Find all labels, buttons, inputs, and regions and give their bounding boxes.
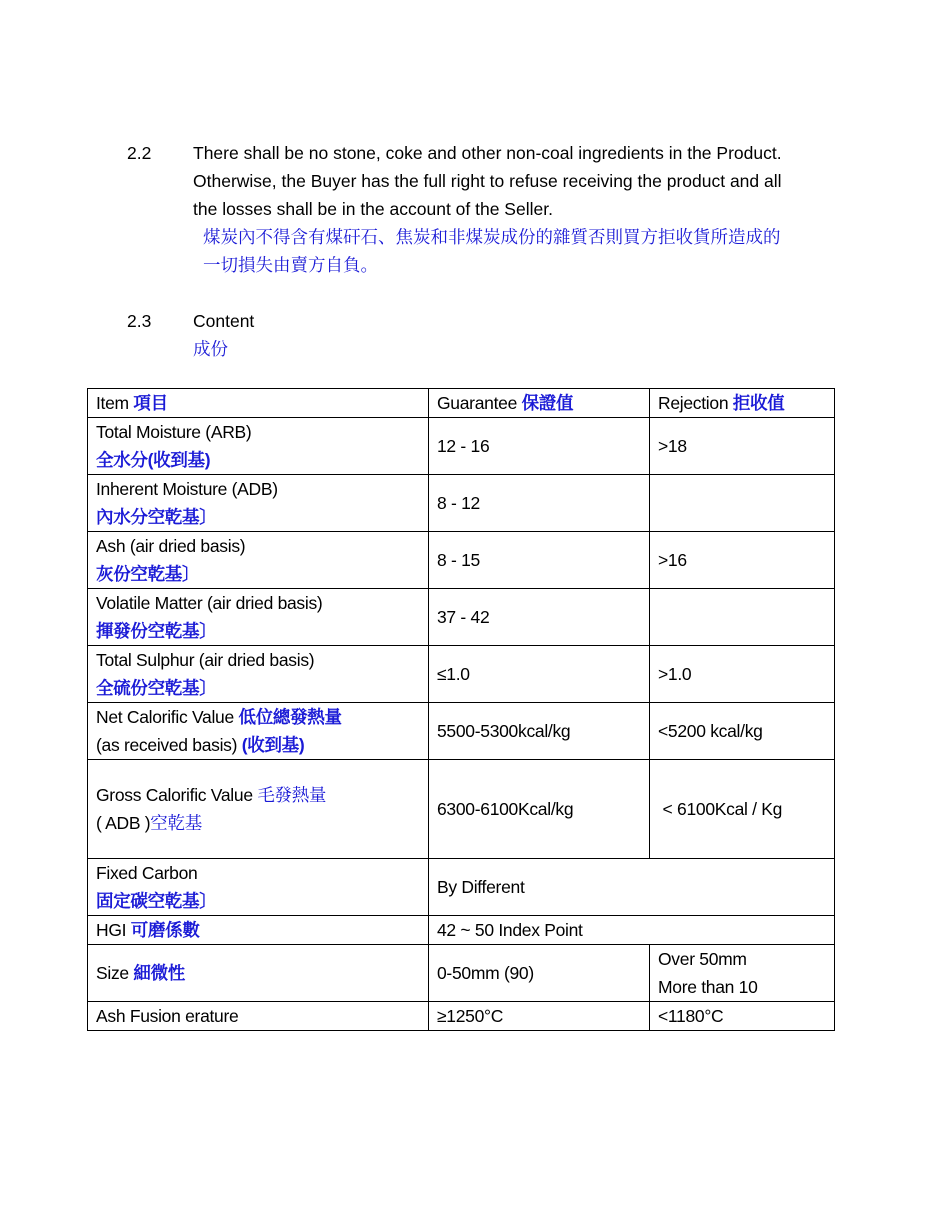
item-cell: Ash (air dried basis) 灰份空乾基〕 — [88, 532, 429, 589]
item-cell: Inherent Moisture (ADB) 內水分空乾基〕 — [88, 475, 429, 532]
guarantee-cell: 6300-6100Kcal/kg — [429, 760, 650, 859]
guarantee-cell: 37 - 42 — [429, 589, 650, 646]
table-row — [88, 646, 835, 703]
item-cell: Fixed Carbon 固定碳空乾基〕 — [88, 859, 429, 916]
section-2-3-title-cn: 成份 — [193, 339, 228, 359]
guarantee-cell: 12 - 16 — [429, 418, 650, 475]
table-row-hgi — [88, 916, 835, 945]
section-2-2-cn-line-2: 一切損失由賣方自負。 — [203, 255, 378, 275]
table-row-fixed-carbon — [88, 859, 835, 916]
item-cell: Ash Fusion erature — [88, 1002, 429, 1031]
rejection-cell — [650, 475, 835, 532]
item-cell: Net Calorific Value 低位總發熱量 (as received basis) (收到基) — [88, 703, 429, 760]
rejection-cell: >16 — [650, 532, 835, 589]
item-cell: Gross Calorific Value 毛發熱量 ( ADB )空乾基 — [88, 760, 429, 859]
header-guarantee: Guarantee 保證值 — [429, 389, 650, 418]
section-2-2-line-1: There shall be no stone, coke and other non-coal ingredients in the Product. — [193, 143, 782, 163]
section-2-2-text — [193, 139, 782, 223]
table-row — [88, 589, 835, 646]
table-row — [88, 418, 835, 475]
section-2-2-line-2: Otherwise, the Buyer has the full right to refuse receiving the product and all — [193, 171, 782, 191]
value-cell: 42 ~ 50 Index Point — [429, 916, 835, 945]
table-row — [88, 475, 835, 532]
table-header-row — [88, 389, 835, 418]
table-row-net-calorific — [88, 703, 835, 760]
table-row-gross-calorific — [88, 760, 835, 859]
section-2-3-title: Content — [193, 311, 255, 331]
section-number-2-3: 2.3 — [127, 311, 152, 331]
item-cell: Total Sulphur (air dried basis) 全硫份空乾基〕 — [88, 646, 429, 703]
item-cell: Total Moisture (ARB) 全水分(收到基) — [88, 418, 429, 475]
table-row — [88, 532, 835, 589]
item-cell: Size 細微性 — [88, 945, 429, 1002]
content-table — [87, 388, 835, 1031]
guarantee-cell: 8 - 15 — [429, 532, 650, 589]
rejection-cell — [650, 589, 835, 646]
guarantee-cell: 5500-5300kcal/kg — [429, 703, 650, 760]
rejection-cell: Over 50mm More than 10 — [650, 945, 835, 1002]
table-row-size — [88, 945, 835, 1002]
rejection-cell: < 6100Kcal / Kg — [650, 760, 835, 859]
section-2-2-cn-line-1: 煤炭內不得含有煤矸石、焦炭和非煤炭成份的雜質否則買方拒收貨所造成的 — [203, 227, 781, 247]
header-item: Item 項目 — [88, 389, 429, 418]
section-2-2-cn-text — [203, 223, 781, 279]
header-rejection: Rejection 拒收值 — [650, 389, 835, 418]
value-cell: By Different — [429, 859, 835, 916]
rejection-cell: <5200 kcal/kg — [650, 703, 835, 760]
item-cell: HGI 可磨係數 — [88, 916, 429, 945]
guarantee-cell: ≤1.0 — [429, 646, 650, 703]
rejection-cell: >1.0 — [650, 646, 835, 703]
rejection-cell: <1180°C — [650, 1002, 835, 1031]
guarantee-cell: 8 - 12 — [429, 475, 650, 532]
table-row-ash-fusion — [88, 1002, 835, 1031]
guarantee-cell: ≥1250°C — [429, 1002, 650, 1031]
section-2-2-line-3: the losses shall be in the account of the Seller. — [193, 199, 553, 219]
section-number-2-2: 2.2 — [127, 143, 152, 163]
rejection-cell: >18 — [650, 418, 835, 475]
guarantee-cell: 0-50mm (90) — [429, 945, 650, 1002]
item-cell: Volatile Matter (air dried basis) 揮發份空乾基〕 — [88, 589, 429, 646]
